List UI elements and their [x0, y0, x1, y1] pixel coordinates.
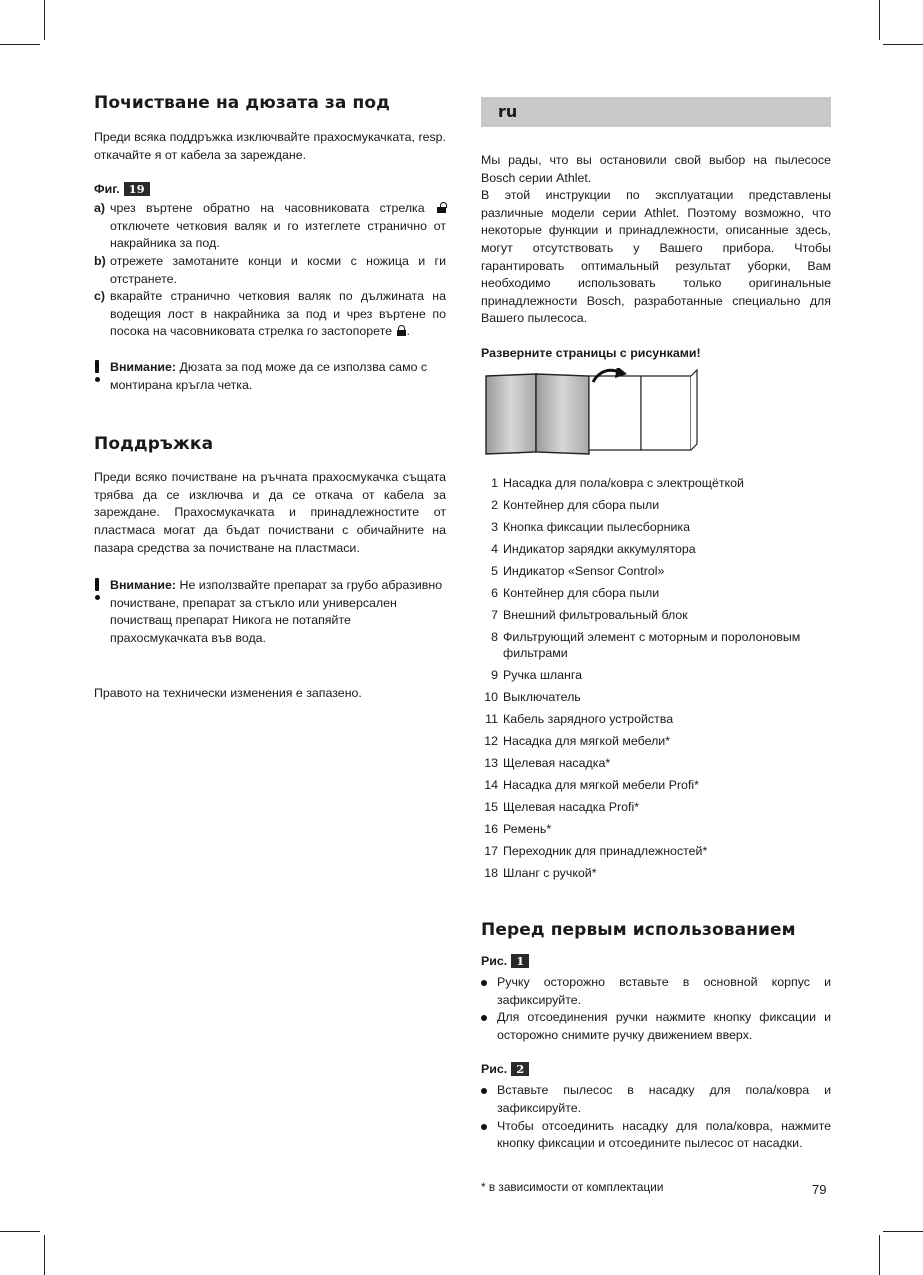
instruction-text: Для отсоединения ручки нажмите кнопку фиксации и осторожно снимите ручку движением вверх.: [497, 1010, 831, 1042]
section-title-first-use: Перед первым использованием: [481, 919, 796, 940]
step-label: b): [94, 253, 106, 268]
unfold-pages-illustration: [481, 368, 701, 458]
step-text-continued: .: [406, 324, 410, 339]
crop-mark: [44, 0, 45, 40]
warning-text: Дюзата за под може да се използва само с монтирана кръгла четка.: [110, 359, 428, 392]
crop-mark: [0, 1231, 40, 1232]
part-number: 11: [485, 711, 498, 726]
part-number: 12: [484, 733, 498, 748]
part-name: Щелевая насадка Profi*: [503, 799, 640, 814]
part-number: 15: [484, 799, 498, 814]
part-number: 8: [491, 629, 498, 644]
part-name: Выключатель: [503, 689, 581, 704]
warning-title: Внимание:: [110, 359, 177, 374]
part-row: [481, 840, 831, 862]
fig2-instructions: [481, 1082, 831, 1152]
part-row: [481, 664, 831, 686]
part-number: 13: [484, 755, 498, 770]
part-row: [481, 516, 831, 538]
part-row: [481, 582, 831, 604]
part-row: [481, 796, 831, 818]
warning-icon: [94, 359, 100, 387]
part-name: Шланг с ручкой*: [503, 865, 597, 880]
instruction-text: Вставьте пылесос в насадку для пола/ковра и зафиксируйте.: [497, 1083, 831, 1115]
intro-text: Мы рады, что вы остановили свой выбор на пылесосе Bosch серии Athlet.: [481, 153, 831, 185]
figure-reference: [94, 182, 446, 196]
part-name: Ремень*: [503, 821, 552, 836]
nozzle-intro-text: Преди всяка поддръжка изключвайте прахосмукачката, resp. откачайте я от кабела за зареждане.: [94, 130, 446, 162]
part-row: [481, 538, 831, 560]
part-number: 7: [491, 607, 498, 622]
maintenance-text: Преди всяко почистване на ръчната прахосмукачка същата трябва да се изключва и да се откача от кабела за зареждане. Прахосмукачката и принадлежностите от пластмаса могат да бъдат почиствани с обичайните на пазара средства за почистване на пластмаси.: [94, 470, 446, 555]
warning-note: [94, 577, 446, 647]
list-item: [481, 1009, 831, 1044]
list-item: [94, 253, 446, 288]
part-number: 9: [491, 667, 498, 682]
part-number: 1: [491, 475, 498, 490]
figure-label: Рис.: [481, 953, 508, 968]
part-row: [481, 604, 831, 626]
part-row: [481, 708, 831, 730]
step-label: c): [94, 289, 106, 304]
figure-number: 2: [511, 1062, 529, 1076]
part-name: Индикатор «Sensor Control»: [503, 563, 665, 578]
warning-title: Внимание:: [110, 578, 177, 593]
footnote: * в зависимости от комплектации: [481, 1180, 664, 1194]
bullet-icon: [481, 1088, 487, 1094]
crop-mark: [0, 44, 40, 45]
bullet-icon: [481, 1015, 487, 1021]
step-text-continued: отключете четковия валяк и го изтеглете странично от накрайника за под.: [110, 218, 446, 251]
part-name: Насадка для мягкой мебели*: [503, 733, 671, 748]
part-name: Насадка для пола/ковра с электрощёткой: [503, 475, 744, 490]
figure-number: 19: [124, 182, 150, 196]
part-row: [481, 494, 831, 516]
part-name: Ручка шланга: [503, 667, 582, 682]
part-number: 16: [484, 821, 498, 836]
unfold-heading: Разверните страницы с рисунками!: [481, 345, 701, 360]
warning-icon: [94, 577, 100, 605]
figure-reference: [481, 954, 831, 968]
language-header: [481, 97, 831, 127]
figure-label: Рис.: [481, 1062, 508, 1077]
part-number: 3: [491, 519, 498, 534]
part-row: [481, 818, 831, 840]
language-code: ru: [498, 102, 518, 121]
right-column: [481, 152, 831, 1153]
list-item: [94, 200, 446, 253]
part-name: Фильтрующий элемент с моторным и поролоновым фильтрами: [503, 629, 801, 660]
crop-mark: [879, 0, 880, 40]
bullet-icon: [481, 980, 487, 986]
figure-reference: [481, 1062, 831, 1076]
intro-text-2: В этой инструкции по эксплуатации представлены различные модели серии Athlet. Поэтому возможно, что некоторые функции и принадлежности, описанные здесь, могут отсутствовать у Вашего прибора. Чтобы гарантировать оптимальный результат уборки, Вам необходимо использовать только оригинальные принадлежности Bosch, разработанные специально для Вашего пылесоса.: [481, 188, 831, 326]
part-number: 5: [491, 563, 498, 578]
page-number: 79: [812, 1182, 827, 1197]
part-name: Насадка для мягкой мебели Profi*: [503, 777, 699, 792]
instruction-text: Ручку осторожно вставьте в основной корпус и зафиксируйте.: [497, 974, 831, 1007]
bullet-icon: [481, 1124, 487, 1130]
part-row: [481, 752, 831, 774]
figure-number: 1: [511, 954, 529, 968]
unlock-icon: [437, 202, 446, 213]
part-number: 14: [484, 777, 498, 792]
part-name: Внешний фильтровальный блок: [503, 607, 688, 622]
list-item: [481, 1082, 831, 1117]
part-name: Кабель зарядного устройства: [503, 711, 674, 726]
part-number: 17: [484, 843, 498, 858]
figure-label: Фиг.: [94, 182, 120, 197]
part-number: 18: [484, 865, 498, 880]
part-number: 2: [491, 497, 498, 512]
part-name: Индикатор зарядки аккумулятора: [503, 541, 696, 556]
step-text: вкарайте странично четковия валяк по дължината на водещия лост в накрайника за под и чрез въртене по посока на часовниковата стрелка го застопорете: [110, 289, 446, 339]
parts-list: [481, 472, 831, 884]
list-item: [481, 974, 831, 1009]
cleaning-steps-list: [94, 200, 446, 341]
warning-note: [94, 359, 446, 394]
part-number: 10: [484, 689, 498, 704]
step-label: a): [94, 201, 106, 216]
part-name: Контейнер для сбора пыли: [503, 585, 660, 600]
step-text: отрежете замотаните конци и косми с ножица и ги отстранете.: [110, 253, 446, 286]
section-title-maintenance: Поддръжка: [94, 434, 214, 455]
part-name: Щелевая насадка*: [503, 755, 611, 770]
lock-icon: [397, 325, 406, 336]
crop-mark: [883, 44, 923, 45]
crop-mark: [883, 1231, 923, 1232]
part-number: 4: [491, 541, 498, 556]
section-title-nozzle-cleaning: Почистване на дюзата за под: [94, 93, 390, 113]
warning-text: Не използвайте препарат за грубо абразивно почистване, препарат за стъкло или универсален почистващ препарат Никога не потапяйте прахосмукачката във вода.: [110, 578, 443, 645]
part-name: Контейнер для сбора пыли: [503, 497, 660, 512]
list-item: [94, 288, 446, 341]
part-row: [481, 560, 831, 582]
part-number: 6: [491, 585, 498, 600]
part-row: [481, 862, 831, 884]
part-name: Кнопка фиксации пылесборника: [503, 519, 690, 534]
crop-mark: [879, 1235, 880, 1275]
part-row: [481, 730, 831, 752]
list-item: [481, 1118, 831, 1153]
fig1-instructions: [481, 974, 831, 1044]
rights-notice: Правото на технически изменения е запазено.: [94, 686, 362, 701]
part-name: Переходник для принадлежностей*: [503, 843, 708, 858]
part-row: [481, 626, 831, 664]
part-row: [481, 686, 831, 708]
left-column: [94, 93, 446, 703]
step-text: чрез въртене обратно на часовниковата стрелка: [110, 201, 425, 216]
part-row: [481, 774, 831, 796]
instruction-text: Чтобы отсоединить насадку для пола/ковра, нажмите кнопку фиксации и отсоедините пылесос от насадки.: [497, 1118, 831, 1151]
crop-mark: [44, 1235, 45, 1275]
part-row: [481, 472, 831, 494]
